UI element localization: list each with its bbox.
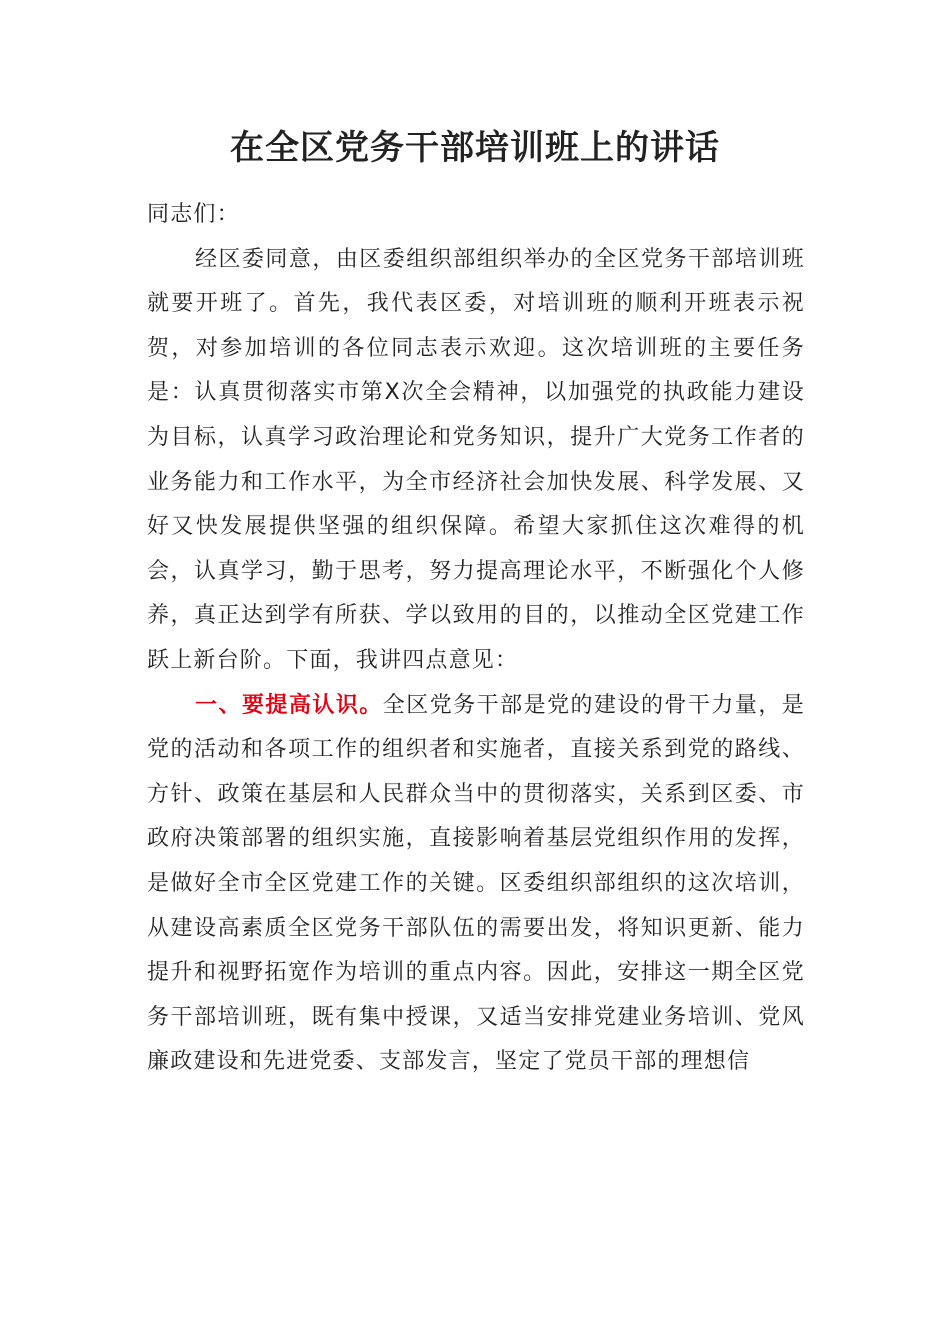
section-body: 全区党务干部是党的建设的骨干力量，是党的活动和各项工作的组织者和实施者，直接关系到党的路线、方针、政策在基层和人民群众当中的贯彻落实，关系到区委、市政府决策部署的组织实施，直接影响着基层党组织作用的发挥，是做好全市全区党建工作的关键。区委组织部组织的这次培训，从建设高素质全区党务干部队伍的需要出发，将知识更新、能力提升和视野拓宽作为培训的重点内容。因此，安排这一期全区党务干部培训班，既有集中授课，又适当安排党建业务培训、党风廉政建设和先进党委、支部发言，坚定了党员干部的理想信 <box>147 692 805 1075</box>
paragraph-intro: 经区委同意，由区委组织部组织举办的全区党务干部培训班就要开班了。首先，我代表区委，对培训班的顺利开班表示祝贺，对参加培训的各位同志表示欢迎。这次培训班的主要任务是：认真贯彻落实市第X次全会精神，以加强党的执政能力建设为目标，认真学习政治理论和党务知识，提升广大党务工作者的业务能力和工作水平，为全市经济社会加快发展、科学发展、又好又快发展提供坚强的组织保障。希望大家抓住这次难得的机会，认真学习，勤于思考，努力提高理论水平，不断强化个人修养，真正达到学有所获、学以致用的目的，以推动全区党建工作跃上新台阶。下面，我讲四点意见： <box>147 246 805 673</box>
salutation: 同志们： <box>147 202 240 227</box>
section-heading: 一、要提高认识。 <box>195 692 383 718</box>
paragraph-section-1 <box>147 684 805 1085</box>
document-title: 在全区党务干部培训班上的讲话 <box>230 128 720 168</box>
document-body <box>147 193 805 1085</box>
